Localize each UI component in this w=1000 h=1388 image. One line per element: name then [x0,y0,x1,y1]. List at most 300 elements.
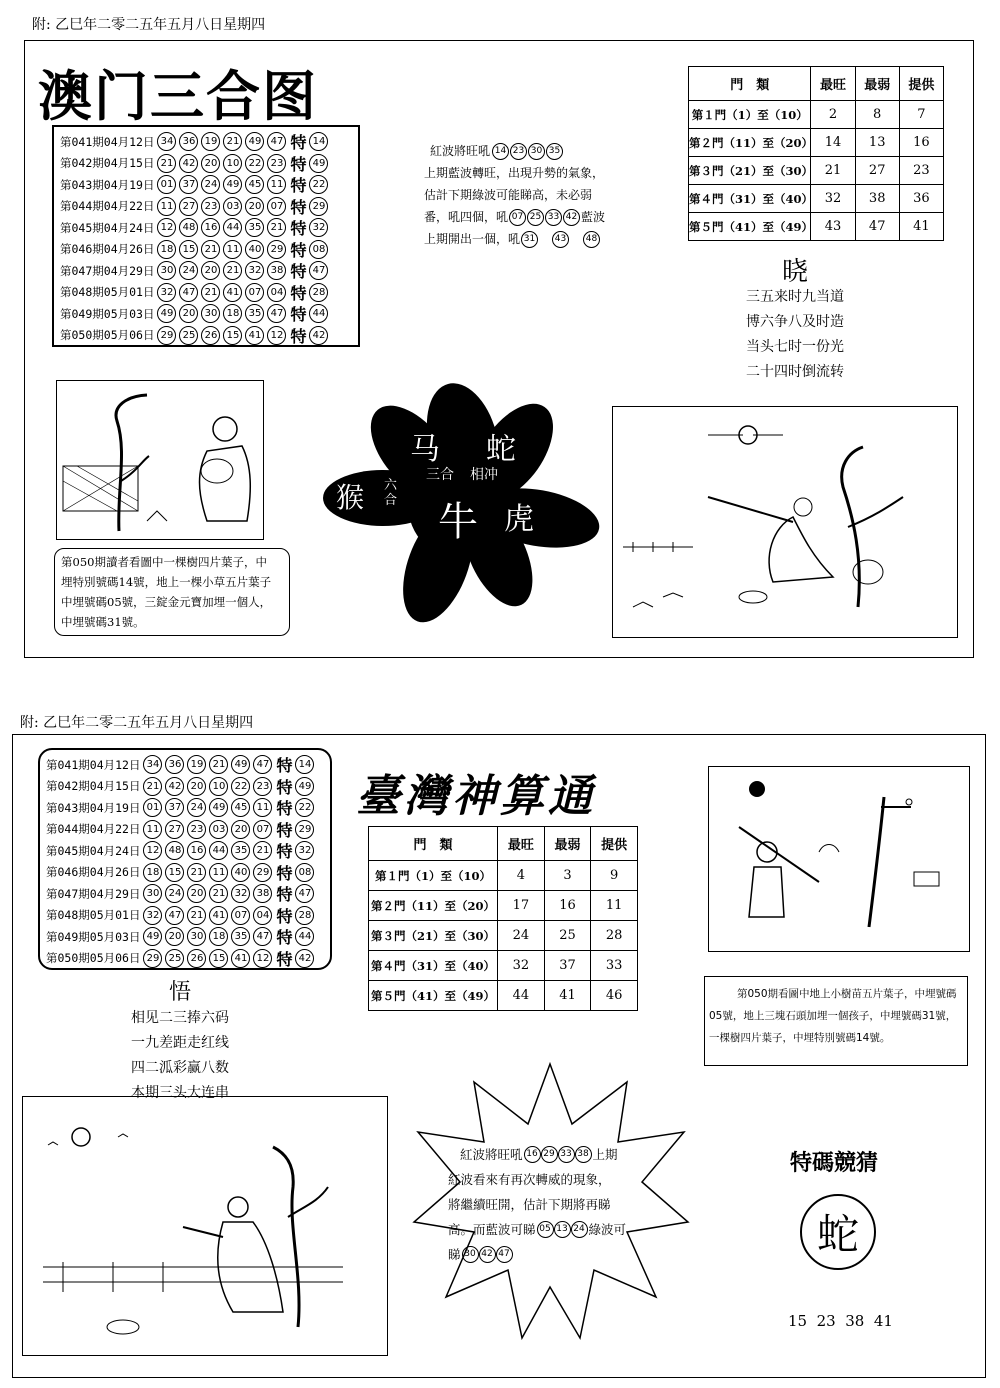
number-ball: 20 [201,261,220,280]
number-ball: 47 [253,755,272,774]
number-ball: 19 [201,132,220,151]
note-line: 第050期讀者看圖中一棵樹四片葉子，中 [61,555,267,569]
number-ball: 23 [267,154,286,173]
number-ball: 20 [187,884,206,903]
number-ball: 30 [187,927,206,946]
guess-title: 特碼競猜 [790,1151,879,1176]
number-ball: 18 [209,927,228,946]
door-range: 第５門（41）至（49） [689,213,811,241]
guess-numbers: 15 23 38 41 [788,1312,893,1330]
wave-line1-balls [492,143,563,160]
special-label: 特 [276,756,293,776]
number-ball: 29 [143,949,162,968]
number-ball: 22 [231,777,250,796]
table-cell: 2 [811,101,855,129]
history-row [46,819,330,841]
number-ball: 32 [143,906,162,925]
special-label: 特 [290,326,307,346]
number-ball: 18 [143,863,162,882]
star-line4-balls [537,1221,588,1238]
special-ball: 44 [295,927,314,946]
number-ball: 38 [253,884,272,903]
special-label: 特 [290,219,307,239]
number-ball: 45 [231,798,250,817]
top-door-table [688,66,944,241]
table-row [689,157,944,185]
wave-line1: 紅波將旺吼 [430,144,491,158]
verse-head: 晓 [781,257,808,287]
table-header: 提供 [899,67,943,101]
table-cell: 32 [811,185,855,213]
guess-animal: 蛇 [800,1194,876,1270]
special-ball: 42 [309,326,328,345]
special-ball: 28 [309,283,328,302]
number-ball: 34 [157,132,176,151]
number-ball: 33 [558,1146,575,1163]
special-ball: 14 [309,132,328,151]
top-illustration-buddha [56,380,264,540]
door-range: 第４門（31）至（40） [369,951,498,981]
wave-line5-balls [521,231,600,248]
special-ball: 47 [309,261,328,280]
label-sanhe: 三合 [426,467,454,483]
wave-line4-balls [509,209,580,226]
number-ball: 47 [267,132,286,151]
table-header-row [369,827,638,861]
special-ball: 32 [295,841,314,860]
number-ball: 16 [524,1146,541,1163]
history-row [46,905,330,927]
table-cell: 14 [811,129,855,157]
number-ball: 40 [231,863,250,882]
number-ball: 35 [546,143,563,160]
draw-label: 第047期04月29日 [60,263,155,278]
special-label: 特 [290,262,307,282]
number-ball: 34 [143,755,162,774]
number-ball: 40 [245,240,264,259]
table-cell: 38 [855,185,899,213]
special-label: 特 [276,777,293,797]
history-row [46,883,330,905]
table-cell: 36 [899,185,943,213]
number-ball: 15 [209,949,228,968]
special-ball: 22 [295,798,314,817]
bottom-illustration-scholar [22,1096,388,1356]
door-range: 第２門（11）至（20） [369,891,498,921]
number-ball: 35 [245,304,264,323]
table-row [369,981,638,1011]
number-ball: 13 [554,1221,571,1238]
table-row [369,861,638,891]
number-ball: 20 [165,927,184,946]
special-label: 特 [276,906,293,926]
number-ball: 42 [165,777,184,796]
wave-line4: 番，吼四個，吼 [424,210,509,224]
number-ball: 11 [209,863,228,882]
door-range: 第４門（31）至（40） [689,185,811,213]
number-ball: 11 [253,798,272,817]
number-ball: 20 [187,777,206,796]
draw-label: 第048期05月01日 [46,908,141,923]
special-ball: 49 [295,777,314,796]
number-ball: 29 [157,326,176,345]
table-cell: 4 [498,861,545,891]
zodiac-snake: 蛇 [486,432,516,467]
special-ball: 44 [309,304,328,323]
number-ball: 27 [165,820,184,839]
top-wave-text [424,140,654,250]
special-ball: 49 [309,154,328,173]
number-ball: 11 [143,820,162,839]
history-row [60,153,358,175]
number-ball: 21 [187,863,206,882]
number-ball: 37 [179,175,198,194]
verse-line: 二十四时倒流转 [746,364,844,380]
history-row [60,325,358,347]
number-ball: 03 [223,197,242,216]
draw-label: 第042期04月15日 [60,156,155,171]
number-ball: 11 [223,240,242,259]
star-line5: 睇 [448,1247,461,1262]
number-ball: 24 [187,798,206,817]
history-row [46,754,330,776]
number-ball: 14 [492,143,509,160]
table-cell: 43 [811,213,855,241]
number-ball: 30 [201,304,220,323]
special-ball: 29 [295,820,314,839]
table-row [369,891,638,921]
star-line1-tail: 上期 [592,1147,618,1162]
number-ball: 07 [231,906,250,925]
special-label: 特 [290,283,307,303]
number-ball: 12 [143,841,162,860]
number-ball: 24 [201,175,220,194]
bottom-date: 附: 乙巳年二零二五年五月八日星期四 [20,715,254,731]
number-ball: 24 [179,261,198,280]
history-row [60,260,358,282]
number-ball: 21 [157,154,176,173]
number-ball: 25 [165,949,184,968]
table-row [689,185,944,213]
number-ball: 48 [165,841,184,860]
number-ball: 11 [267,175,286,194]
number-ball: 10 [209,777,228,796]
history-row [46,840,330,862]
verse-line: 一九差距走红线 [131,1035,229,1051]
number-ball: 18 [157,240,176,259]
table-cell: 9 [591,861,638,891]
number-ball: 48 [583,231,600,248]
table-row [689,213,944,241]
draw-label: 第043期04月19日 [60,177,155,192]
number-ball: 23 [201,197,220,216]
table-row [689,129,944,157]
number-ball: 21 [201,240,220,259]
special-ball: 22 [309,175,328,194]
number-ball: 23 [187,820,206,839]
zodiac-ox: 牛 [438,499,478,545]
history-row [46,776,330,798]
number-ball: 43 [552,231,569,248]
number-ball: 44 [223,218,242,237]
star-text [448,1142,658,1267]
number-ball: 21 [267,218,286,237]
number-ball: 29 [253,863,272,882]
number-ball: 07 [245,283,264,302]
table-header: 門 類 [689,67,811,101]
number-ball: 21 [209,884,228,903]
table-cell: 41 [544,981,591,1011]
table-cell: 3 [544,861,591,891]
number-ball: 38 [575,1146,592,1163]
note-line: 一棵樹四片葉子，中埋特別號碼14號。 [709,1032,891,1044]
number-ball: 29 [267,240,286,259]
special-ball: 32 [309,218,328,237]
table-cell: 25 [544,921,591,951]
draw-label: 第044期04月22日 [46,822,141,837]
bottom-note-box [704,976,968,1066]
table-cell: 33 [591,951,638,981]
number-ball: 05 [537,1221,554,1238]
number-ball: 16 [201,218,220,237]
note-line: 第050期看圖中地上小樹苗五片葉子，中埋號碼 [737,988,957,1000]
special-label: 特 [290,305,307,325]
special-label: 特 [276,842,293,862]
bottom-title: 臺灣神算通 [356,771,596,822]
number-ball: 23 [253,777,272,796]
table-cell: 37 [544,951,591,981]
number-ball: 12 [267,326,286,345]
number-ball: 48 [179,218,198,237]
wave-line4-tail: 藍波 [581,210,606,224]
number-ball: 47 [165,906,184,925]
number-ball: 30 [143,884,162,903]
number-ball: 23 [510,143,527,160]
number-ball: 11 [157,197,176,216]
number-ball: 30 [462,1246,479,1263]
number-ball: 10 [223,154,242,173]
number-ball: 32 [245,261,264,280]
table-cell: 13 [855,129,899,157]
star-line5-balls [462,1246,513,1263]
number-ball: 49 [245,132,264,151]
number-ball: 04 [267,283,286,302]
top-illustration-scholar [612,406,958,638]
number-ball: 07 [267,197,286,216]
table-cell: 7 [899,101,943,129]
special-label: 特 [276,863,293,883]
number-ball: 38 [267,261,286,280]
star-line1: 紅波將旺吼 [460,1147,523,1162]
number-ball: 47 [496,1246,513,1263]
table-header: 提供 [591,827,638,861]
number-ball: 20 [201,154,220,173]
star-burst [412,1062,690,1342]
door-range: 第３門（21）至（30） [369,921,498,951]
verse-line: 三五来时九当道 [746,289,844,305]
special-ball: 47 [295,884,314,903]
table-cell: 32 [498,951,545,981]
table-cell: 16 [544,891,591,921]
history-row [46,797,330,819]
number-ball: 26 [187,949,206,968]
draw-label: 第049期05月03日 [60,306,155,321]
table-cell: 27 [855,157,899,185]
number-ball: 04 [253,906,272,925]
special-ball: 29 [309,197,328,216]
history-row [46,926,330,948]
bottom-illustration-child [708,766,970,952]
number-ball: 49 [231,755,250,774]
note-line: 05號，地上三塊石頭加埋一個孩子，中埋號碼31號， [709,1010,957,1022]
number-ball: 41 [231,949,250,968]
number-ball: 20 [179,304,198,323]
draw-label: 第050期05月06日 [46,951,141,966]
label-xiangchong: 相冲 [470,467,498,483]
history-row [60,239,358,261]
special-label: 特 [276,928,293,948]
special-label: 特 [290,176,307,196]
table-header-row [689,67,944,101]
zodiac-tiger: 虎 [504,502,534,537]
verse-line: 相见二三捧六码 [131,1010,229,1026]
number-ball: 19 [187,755,206,774]
star-line4: 高。而藍波可睇 [448,1222,536,1237]
zodiac-monkey: 猴 [336,481,365,514]
number-ball: 01 [143,798,162,817]
special-ball: 08 [309,240,328,259]
draw-label: 第048期05月01日 [60,285,155,300]
number-ball: 26 [201,326,220,345]
table-header: 最旺 [811,67,855,101]
number-ball: 21 [187,906,206,925]
number-ball: 32 [231,884,250,903]
verse-line: 本期三头大连串 [131,1085,229,1101]
zodiac-horse: 马 [410,432,440,467]
star-line2: 紅波看來有再次轉威的現象， [448,1172,611,1187]
draw-label: 第043期04月19日 [46,800,141,815]
zodiac-flower [318,380,608,630]
draw-label: 第044期04月22日 [60,199,155,214]
wave-line2: 上期藍波轉旺，出現升勢的氣象， [424,166,605,180]
history-row [60,131,358,153]
number-ball: 42 [563,209,580,226]
special-label: 特 [276,799,293,819]
special-label: 特 [276,885,293,905]
special-ball: 14 [295,755,314,774]
number-ball: 15 [223,326,242,345]
star-line3: 將繼續旺開，估計下期將再睇 [448,1197,611,1212]
table-cell: 16 [899,129,943,157]
number-ball: 41 [245,326,264,345]
verse-line: 当头七时一份光 [746,339,844,355]
table-cell: 28 [591,921,638,951]
number-ball: 30 [528,143,545,160]
number-ball: 45 [245,175,264,194]
top-title: 澳门三合图 [38,65,318,128]
number-ball: 21 [223,132,242,151]
history-row [60,217,358,239]
number-ball: 20 [245,197,264,216]
number-ball: 49 [157,304,176,323]
number-ball: 07 [509,209,526,226]
table-header: 最旺 [498,827,545,861]
draw-label: 第042期04月15日 [46,779,141,794]
number-ball: 47 [179,283,198,302]
number-ball: 29 [541,1146,558,1163]
bottom-door-table [368,826,638,1011]
table-header: 最弱 [855,67,899,101]
label-liuhe: 六合 [384,478,398,508]
special-ball: 28 [295,906,314,925]
number-ball: 16 [187,841,206,860]
special-label: 特 [290,197,307,217]
number-ball: 42 [479,1246,496,1263]
number-ball: 22 [245,154,264,173]
history-row [60,282,358,304]
number-ball: 35 [231,841,250,860]
special-ball: 42 [295,949,314,968]
table-cell: 24 [498,921,545,951]
table-cell: 41 [899,213,943,241]
special-label: 特 [290,154,307,174]
number-ball: 12 [157,218,176,237]
number-ball: 25 [179,326,198,345]
number-ball: 37 [165,798,184,817]
verse-head: 悟 [168,980,191,1005]
number-ball: 36 [179,132,198,151]
number-ball: 42 [179,154,198,173]
number-ball: 49 [223,175,242,194]
table-cell: 23 [899,157,943,185]
draw-label: 第041期04月12日 [60,134,155,149]
table-cell: 17 [498,891,545,921]
number-ball: 21 [253,841,272,860]
number-ball: 25 [527,209,544,226]
wave-line5: 上期開出一個，吼 [424,232,521,246]
top-note-box [54,548,290,636]
history-row [46,948,330,970]
table-header: 門 類 [369,827,498,861]
number-ball: 30 [157,261,176,280]
number-ball: 35 [245,218,264,237]
number-ball: 24 [165,884,184,903]
number-ball: 15 [179,240,198,259]
number-ball: 35 [231,927,250,946]
history-row [60,303,358,325]
verse-line: 博六争八及时造 [746,314,844,330]
number-ball: 21 [201,283,220,302]
star-line1-balls [524,1146,592,1163]
draw-label: 第041期04月12日 [46,757,141,772]
number-ball: 07 [253,820,272,839]
number-ball: 33 [545,209,562,226]
special-ball: 08 [295,863,314,882]
bottom-verse [110,980,250,1106]
door-range: 第５門（41）至（49） [369,981,498,1011]
number-ball: 41 [223,283,242,302]
note-line: 埋特別號碼14號，地上一棵小草五片葉子 [61,575,272,589]
door-range: 第１門（1）至（10） [689,101,811,129]
draw-label: 第045期04月24日 [46,843,141,858]
special-label: 特 [290,240,307,260]
draw-label: 第045期04月24日 [60,220,155,235]
special-label: 特 [276,820,293,840]
table-cell: 11 [591,891,638,921]
table-row [369,951,638,981]
number-ball: 21 [223,261,242,280]
draw-label: 第050期05月06日 [60,328,155,343]
